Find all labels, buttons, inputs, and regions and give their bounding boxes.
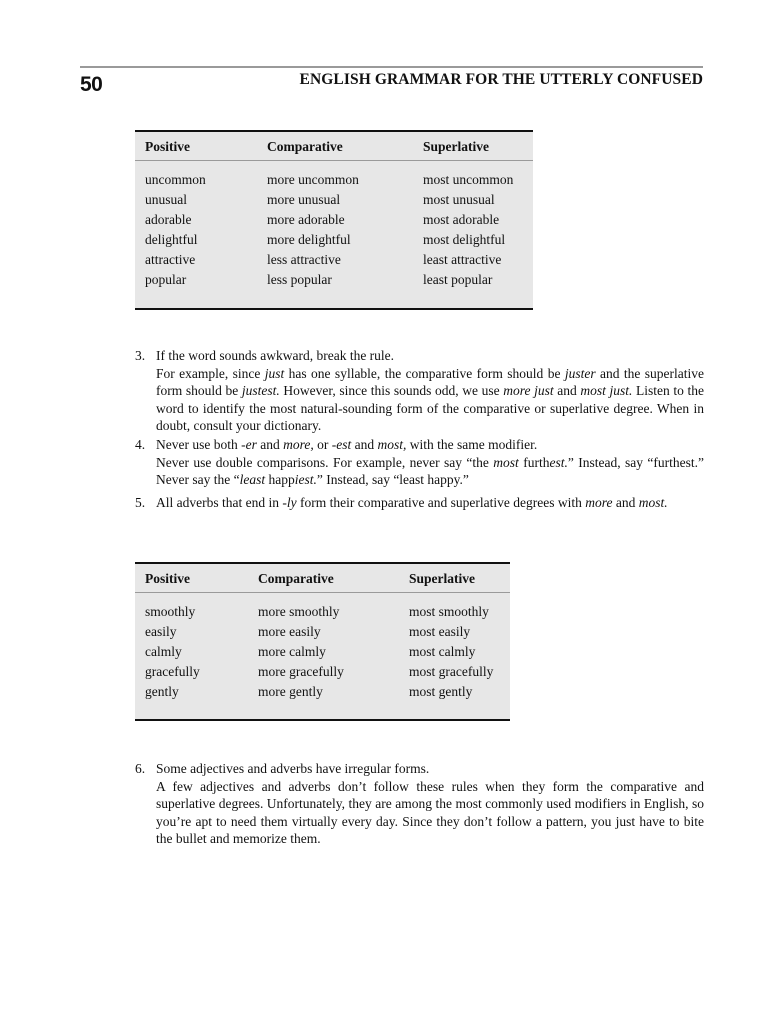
table-cell: most smoothly — [409, 604, 489, 619]
list-number: 3. — [135, 348, 146, 363]
adverb-comparison-table — [135, 562, 510, 721]
table-cell: calmly — [145, 644, 182, 659]
table-row — [135, 682, 510, 702]
table-row — [135, 602, 510, 622]
table-cell: more gracefully — [258, 664, 344, 679]
header-rule — [80, 66, 703, 68]
list-item-6 — [135, 760, 704, 848]
table-cell: more gently — [258, 684, 323, 699]
table-cell: most gracefully — [409, 664, 494, 679]
column-header-comparative: Comparative — [267, 139, 343, 154]
running-head: ENGLISH GRAMMAR FOR THE UTTERLY CONFUSED — [299, 71, 703, 88]
table-row — [135, 642, 510, 662]
table-cell: less attractive — [267, 252, 341, 267]
rule-statement: If the word sounds awkward, break the rule. — [156, 348, 395, 363]
page-number: 50 — [80, 73, 103, 96]
table-row — [135, 622, 510, 642]
column-header-superlative: Superlative — [409, 571, 475, 586]
table-cell: more smoothly — [258, 604, 340, 619]
column-header-superlative: Superlative — [423, 139, 489, 154]
table-cell: uncommon — [145, 172, 206, 187]
table-cell: more delightful — [267, 232, 351, 247]
list-item-4 — [135, 436, 704, 489]
table-cell: least attractive — [423, 252, 502, 267]
list-number: 6. — [135, 761, 146, 776]
rule-explanation: A few adjectives and adverbs don’t follow these rules when they form the comparative and superlative degrees. Unfortunately, they are among the most commonly used modifiers in English, so you’re apt to need them virtually every day. Since they don’t follow a pattern, you just have to bite the bullet and memorize them. — [156, 778, 704, 846]
rule-statement: All adverbs that end in -ly form their comparative and superlative degrees with more and most. — [156, 495, 668, 510]
list-item-5 — [135, 494, 704, 512]
table-cell: delightful — [145, 232, 198, 247]
table-row — [135, 250, 533, 270]
table-cell: most gently — [409, 684, 473, 699]
table-cell: most adorable — [423, 212, 500, 227]
table-cell: gently — [145, 684, 179, 699]
table-cell: more easily — [258, 624, 321, 639]
table-cell: smoothly — [145, 604, 196, 619]
table-cell: unusual — [145, 192, 187, 207]
column-header-comparative: Comparative — [258, 571, 334, 586]
table-cell: most unusual — [423, 192, 495, 207]
table-cell: more adorable — [267, 212, 345, 227]
table-cell: more unusual — [267, 192, 341, 207]
column-header-positive: Positive — [145, 139, 190, 154]
rule-explanation: For example, since just has one syllable, the comparative form should be juster and the superlative form should be justest. However, since this sounds odd, we use more just and most just. Listen to the word to identify the most natural-sounding form of the comparative or superlative degree. When in doubt, consult your dictionary. — [156, 365, 704, 433]
table-cell: least popular — [423, 272, 493, 287]
table-cell: more calmly — [258, 644, 326, 659]
table-header-row — [135, 564, 510, 593]
table-cell: easily — [145, 624, 177, 639]
table-cell: less popular — [267, 272, 332, 287]
rule-statement: Some adjectives and adverbs have irregular forms. — [156, 761, 430, 776]
rule-explanation: Never use double comparisons. For example, never say “the most furthest.” Instead, say “furthest.” Never say the “least happiest.” Instead, say “least happy.” — [156, 454, 704, 487]
table-row — [135, 230, 533, 250]
table-cell: popular — [145, 272, 187, 287]
adjective-comparison-table — [135, 130, 533, 310]
table-cell: gracefully — [145, 664, 200, 679]
table-row — [135, 210, 533, 230]
list-number: 4. — [135, 437, 146, 452]
list-item-3 — [135, 347, 704, 435]
table-cell: most easily — [409, 624, 471, 639]
rule-statement: Never use both -er and more, or -est and most, with the same modifier. — [156, 437, 538, 452]
table-cell: most delightful — [423, 232, 506, 247]
table-cell: most calmly — [409, 644, 476, 659]
table-cell: attractive — [145, 252, 196, 267]
table-header-row — [135, 132, 533, 161]
table-row — [135, 190, 533, 210]
table-row — [135, 662, 510, 682]
table-cell: more uncommon — [267, 172, 359, 187]
table-cell: most uncommon — [423, 172, 514, 187]
table-row — [135, 270, 533, 290]
table-row — [135, 170, 533, 190]
list-number: 5. — [135, 495, 146, 510]
table-cell: adorable — [145, 212, 192, 227]
column-header-positive: Positive — [145, 571, 190, 586]
